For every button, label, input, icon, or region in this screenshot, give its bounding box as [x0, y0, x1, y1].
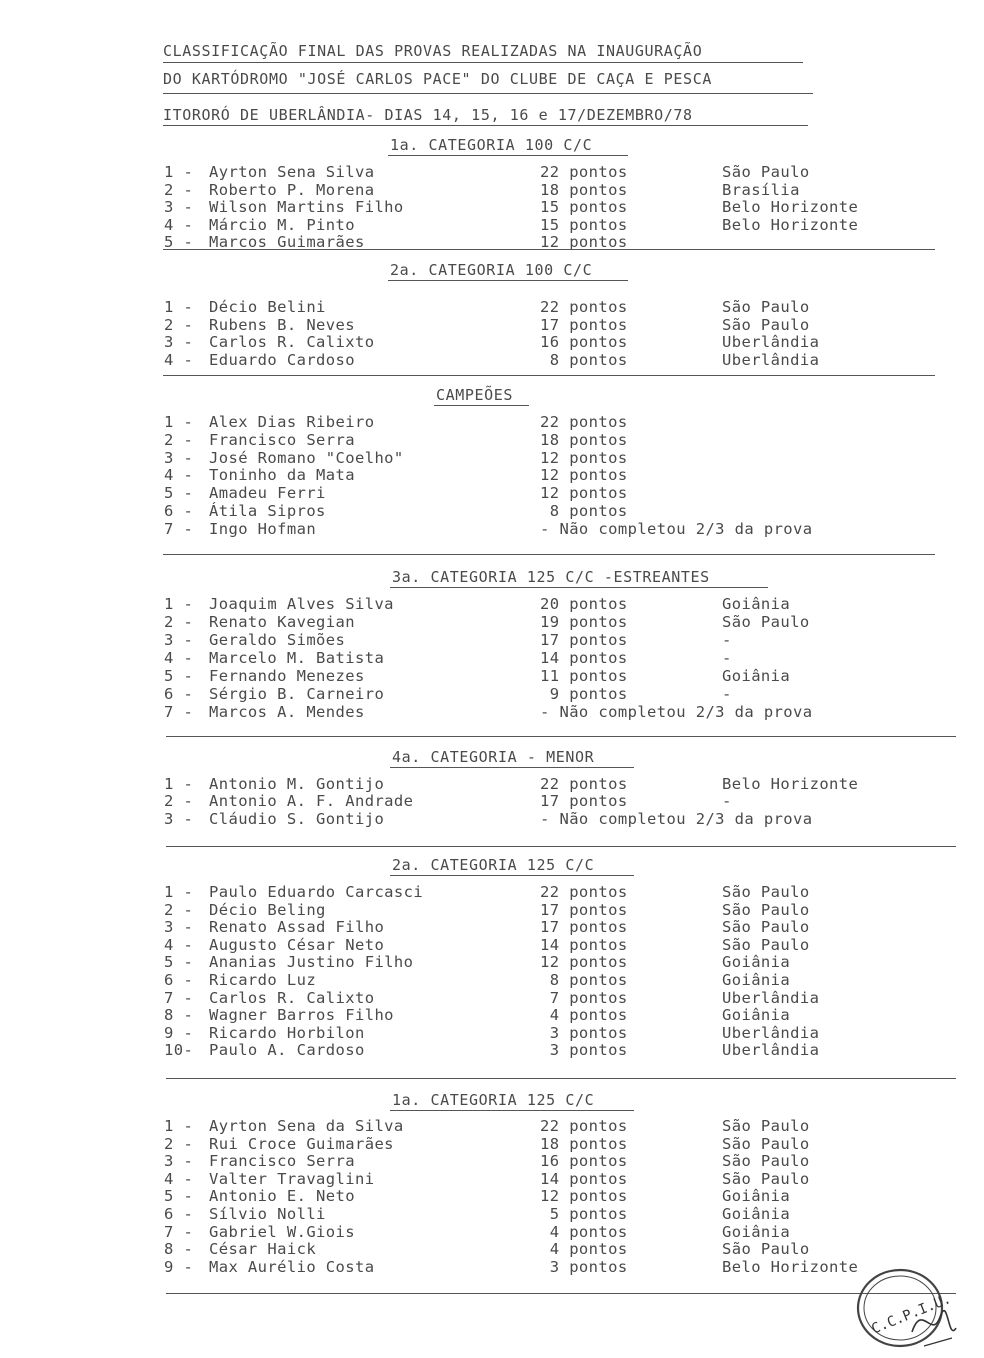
- driver-city: -: [722, 685, 732, 703]
- row-position: 8 -: [164, 1240, 194, 1258]
- driver-city: Belo Horizonte: [722, 775, 859, 793]
- row-position: 1 -: [164, 775, 194, 793]
- driver-points: 17 pontos: [540, 316, 628, 334]
- row-position: 9 -: [164, 1258, 194, 1276]
- driver-name: Cláudio S. Gontijo: [209, 810, 385, 828]
- driver-name: Marcos Guimarães: [209, 233, 365, 251]
- section-title: 2a. CATEGORIA 100 C/C: [390, 261, 593, 279]
- driver-name: Ingo Hofman: [209, 520, 317, 538]
- driver-name: Wilson Martins Filho: [209, 198, 404, 216]
- driver-points: 4 pontos: [540, 1006, 628, 1024]
- driver-name: César Haick: [209, 1240, 317, 1258]
- section-divider: [166, 1293, 956, 1294]
- driver-points: 12 pontos: [540, 466, 628, 484]
- driver-points: 17 pontos: [540, 631, 628, 649]
- row-position: 1 -: [164, 883, 194, 901]
- driver-city: -: [722, 631, 732, 649]
- driver-name: Ricardo Luz: [209, 971, 317, 989]
- row-position: 7 -: [164, 1223, 194, 1241]
- driver-points: 17 pontos: [540, 918, 628, 936]
- driver-name: Valter Travaglini: [209, 1170, 375, 1188]
- driver-city: Goiânia: [722, 1187, 791, 1205]
- driver-points: 14 pontos: [540, 936, 628, 954]
- driver-name: Antonio E. Neto: [209, 1187, 355, 1205]
- driver-city: São Paulo: [722, 1117, 810, 1135]
- driver-name: Antonio M. Gontijo: [209, 775, 385, 793]
- driver-name: Augusto César Neto: [209, 936, 385, 954]
- section-title-underline: [390, 875, 634, 876]
- section-divider: [166, 846, 956, 847]
- row-position: 5 -: [164, 484, 194, 502]
- row-position: 7 -: [164, 703, 194, 721]
- driver-name: Gabriel W.Giois: [209, 1223, 355, 1241]
- row-position: 7 -: [164, 520, 194, 538]
- driver-city: São Paulo: [722, 163, 810, 181]
- row-position: 2 -: [164, 792, 194, 810]
- driver-name: Ayrton Sena Silva: [209, 163, 375, 181]
- row-position: 4 -: [164, 351, 194, 369]
- driver-city: São Paulo: [722, 298, 810, 316]
- row-position: 1 -: [164, 413, 194, 431]
- driver-name: Alex Dias Ribeiro: [209, 413, 375, 431]
- driver-points: 18 pontos: [540, 181, 628, 199]
- row-position: 7 -: [164, 989, 194, 1007]
- row-position: 4 -: [164, 466, 194, 484]
- driver-points: 17 pontos: [540, 792, 628, 810]
- driver-city: Goiânia: [722, 971, 791, 989]
- driver-points: 15 pontos: [540, 216, 628, 234]
- driver-points: 9 pontos: [540, 685, 628, 703]
- section-title-underline: [390, 587, 768, 588]
- driver-points: 17 pontos: [540, 901, 628, 919]
- driver-city: São Paulo: [722, 1135, 810, 1153]
- driver-name: Amadeu Ferri: [209, 484, 326, 502]
- driver-city: São Paulo: [722, 883, 810, 901]
- row-position: 4 -: [164, 1170, 194, 1188]
- section-title-underline: [434, 405, 529, 406]
- driver-city: Brasília: [722, 181, 800, 199]
- row-position: 5 -: [164, 1187, 194, 1205]
- row-position: 8 -: [164, 1006, 194, 1024]
- driver-city: São Paulo: [722, 936, 810, 954]
- driver-points: 22 pontos: [540, 413, 628, 431]
- section-title: 3a. CATEGORIA 125 C/C -ESTREANTES: [392, 568, 710, 586]
- club-stamp: [852, 1262, 962, 1358]
- driver-name: Francisco Serra: [209, 1152, 355, 1170]
- header-underline-3: [163, 125, 808, 126]
- section-title: CAMPEÕES: [436, 386, 514, 404]
- section-title: 4a. CATEGORIA - MENOR: [392, 748, 595, 766]
- driver-name: Antonio A. F. Andrade: [209, 792, 414, 810]
- row-position: 2 -: [164, 316, 194, 334]
- driver-points: 12 pontos: [540, 449, 628, 467]
- driver-city: Uberlândia: [722, 351, 820, 369]
- driver-name: Renato Assad Filho: [209, 918, 385, 936]
- driver-city: Goiânia: [722, 1006, 791, 1024]
- row-position: 2 -: [164, 901, 194, 919]
- row-position: 3 -: [164, 810, 194, 828]
- driver-points: 22 pontos: [540, 1117, 628, 1135]
- driver-city: São Paulo: [722, 901, 810, 919]
- row-position: 2 -: [164, 181, 194, 199]
- driver-points: 12 pontos: [540, 484, 628, 502]
- driver-name: José Romano "Coelho": [209, 449, 404, 467]
- driver-name: Décio Beling: [209, 901, 326, 919]
- driver-points: - Não completou 2/3 da prova: [540, 810, 813, 828]
- driver-points: 19 pontos: [540, 613, 628, 631]
- driver-points: 22 pontos: [540, 163, 628, 181]
- row-position: 6 -: [164, 1205, 194, 1223]
- driver-name: Rubens B. Neves: [209, 316, 355, 334]
- section-divider: [163, 554, 935, 555]
- driver-city: -: [722, 792, 732, 810]
- driver-points: 14 pontos: [540, 649, 628, 667]
- section-title: 2a. CATEGORIA 125 C/C: [392, 856, 595, 874]
- driver-city: Uberlândia: [722, 1041, 820, 1059]
- driver-city: São Paulo: [722, 613, 810, 631]
- driver-city: Goiânia: [722, 595, 791, 613]
- driver-points: 3 pontos: [540, 1024, 628, 1042]
- driver-city: Uberlândia: [722, 333, 820, 351]
- driver-name: Ayrton Sena da Silva: [209, 1117, 404, 1135]
- driver-name: Renato Kavegian: [209, 613, 355, 631]
- driver-points: 22 pontos: [540, 298, 628, 316]
- driver-city: São Paulo: [722, 316, 810, 334]
- driver-points: 3 pontos: [540, 1041, 628, 1059]
- driver-points: 12 pontos: [540, 233, 628, 251]
- section-title-underline: [388, 280, 628, 281]
- row-position: 3 -: [164, 198, 194, 216]
- driver-name: Paulo Eduardo Carcasci: [209, 883, 424, 901]
- driver-city: São Paulo: [722, 918, 810, 936]
- section-title-underline: [388, 155, 628, 156]
- driver-city: Goiânia: [722, 1223, 791, 1241]
- driver-points: 12 pontos: [540, 1187, 628, 1205]
- section-title: 1a. CATEGORIA 100 C/C: [390, 136, 593, 154]
- row-position: 2 -: [164, 613, 194, 631]
- driver-city: Belo Horizonte: [722, 198, 859, 216]
- driver-name: Francisco Serra: [209, 431, 355, 449]
- header-line-2: DO KARTÓDROMO "JOSÉ CARLOS PACE" DO CLUBE DE CAÇA E PESCA: [163, 70, 712, 88]
- driver-city: Goiânia: [722, 667, 791, 685]
- driver-points: 4 pontos: [540, 1240, 628, 1258]
- row-position: 1 -: [164, 298, 194, 316]
- row-position: 1 -: [164, 595, 194, 613]
- driver-name: Wagner Barros Filho: [209, 1006, 394, 1024]
- driver-points: 16 pontos: [540, 1152, 628, 1170]
- row-position: 5 -: [164, 667, 194, 685]
- driver-points: 11 pontos: [540, 667, 628, 685]
- driver-name: Márcio M. Pinto: [209, 216, 355, 234]
- driver-points: 8 pontos: [540, 351, 628, 369]
- driver-name: Décio Belini: [209, 298, 326, 316]
- row-position: 6 -: [164, 971, 194, 989]
- row-position: 3 -: [164, 631, 194, 649]
- driver-name: Roberto P. Morena: [209, 181, 375, 199]
- row-position: 3 -: [164, 918, 194, 936]
- row-position: 3 -: [164, 333, 194, 351]
- row-position: 10-: [164, 1041, 194, 1059]
- driver-city: Goiânia: [722, 1205, 791, 1223]
- driver-name: Átila Sipros: [209, 502, 326, 520]
- section-title-underline: [390, 767, 634, 768]
- driver-name: Carlos R. Calixto: [209, 333, 375, 351]
- section-divider: [163, 249, 935, 250]
- stamp-text: C.C.P.I.U.: [869, 1291, 954, 1338]
- driver-name: Marcos A. Mendes: [209, 703, 365, 721]
- row-position: 3 -: [164, 449, 194, 467]
- driver-name: Carlos R. Calixto: [209, 989, 375, 1007]
- driver-city: Uberlândia: [722, 1024, 820, 1042]
- driver-name: Toninho da Mata: [209, 466, 355, 484]
- driver-city: Goiânia: [722, 953, 791, 971]
- driver-name: Max Aurélio Costa: [209, 1258, 375, 1276]
- driver-points: 18 pontos: [540, 1135, 628, 1153]
- driver-city: São Paulo: [722, 1170, 810, 1188]
- row-position: 2 -: [164, 431, 194, 449]
- driver-city: Belo Horizonte: [722, 1258, 859, 1276]
- header-underline-2: [163, 93, 813, 94]
- driver-name: Sílvio Nolli: [209, 1205, 326, 1223]
- row-position: 6 -: [164, 502, 194, 520]
- row-position: 1 -: [164, 163, 194, 181]
- driver-points: 22 pontos: [540, 775, 628, 793]
- driver-points: 16 pontos: [540, 333, 628, 351]
- driver-name: Ricardo Horbilon: [209, 1024, 365, 1042]
- driver-name: Joaquim Alves Silva: [209, 595, 394, 613]
- driver-name: Geraldo Simões: [209, 631, 346, 649]
- driver-name: Paulo A. Cardoso: [209, 1041, 365, 1059]
- driver-points: 8 pontos: [540, 971, 628, 989]
- section-title: 1a. CATEGORIA 125 C/C: [392, 1091, 595, 1109]
- row-position: 4 -: [164, 936, 194, 954]
- driver-points: 20 pontos: [540, 595, 628, 613]
- driver-city: São Paulo: [722, 1152, 810, 1170]
- driver-name: Marcelo M. Batista: [209, 649, 385, 667]
- row-position: 5 -: [164, 953, 194, 971]
- driver-city: São Paulo: [722, 1240, 810, 1258]
- section-divider: [166, 1078, 956, 1079]
- driver-name: Ananias Justino Filho: [209, 953, 414, 971]
- header-line-3: ITORORÓ DE UBERLÂNDIA- DIAS 14, 15, 16 e 17/DEZEMBRO/78: [163, 106, 693, 124]
- row-position: 4 -: [164, 649, 194, 667]
- section-title-underline: [390, 1110, 634, 1111]
- header-line-1: CLASSIFICAÇÃO FINAL DAS PROVAS REALIZADAS NA INAUGURAÇÃO: [163, 42, 703, 60]
- driver-name: Sérgio B. Carneiro: [209, 685, 385, 703]
- driver-city: Belo Horizonte: [722, 216, 859, 234]
- row-position: 5 -: [164, 233, 194, 251]
- driver-points: - Não completou 2/3 da prova: [540, 520, 813, 538]
- driver-points: 22 pontos: [540, 883, 628, 901]
- row-position: 1 -: [164, 1117, 194, 1135]
- driver-points: 5 pontos: [540, 1205, 628, 1223]
- driver-points: 7 pontos: [540, 989, 628, 1007]
- driver-points: 15 pontos: [540, 198, 628, 216]
- row-position: 6 -: [164, 685, 194, 703]
- driver-points: 18 pontos: [540, 431, 628, 449]
- driver-points: 3 pontos: [540, 1258, 628, 1276]
- row-position: 9 -: [164, 1024, 194, 1042]
- row-position: 3 -: [164, 1152, 194, 1170]
- driver-city: -: [722, 649, 732, 667]
- row-position: 2 -: [164, 1135, 194, 1153]
- driver-points: 14 pontos: [540, 1170, 628, 1188]
- driver-name: Fernando Menezes: [209, 667, 365, 685]
- driver-points: 8 pontos: [540, 502, 628, 520]
- driver-name: Rui Croce Guimarães: [209, 1135, 394, 1153]
- header-underline-1: [163, 62, 803, 63]
- row-position: 4 -: [164, 216, 194, 234]
- driver-name: Eduardo Cardoso: [209, 351, 355, 369]
- driver-points: 4 pontos: [540, 1223, 628, 1241]
- driver-points: - Não completou 2/3 da prova: [540, 703, 813, 721]
- section-divider: [166, 736, 956, 737]
- section-divider: [163, 375, 935, 376]
- driver-city: Uberlândia: [722, 989, 820, 1007]
- driver-points: 12 pontos: [540, 953, 628, 971]
